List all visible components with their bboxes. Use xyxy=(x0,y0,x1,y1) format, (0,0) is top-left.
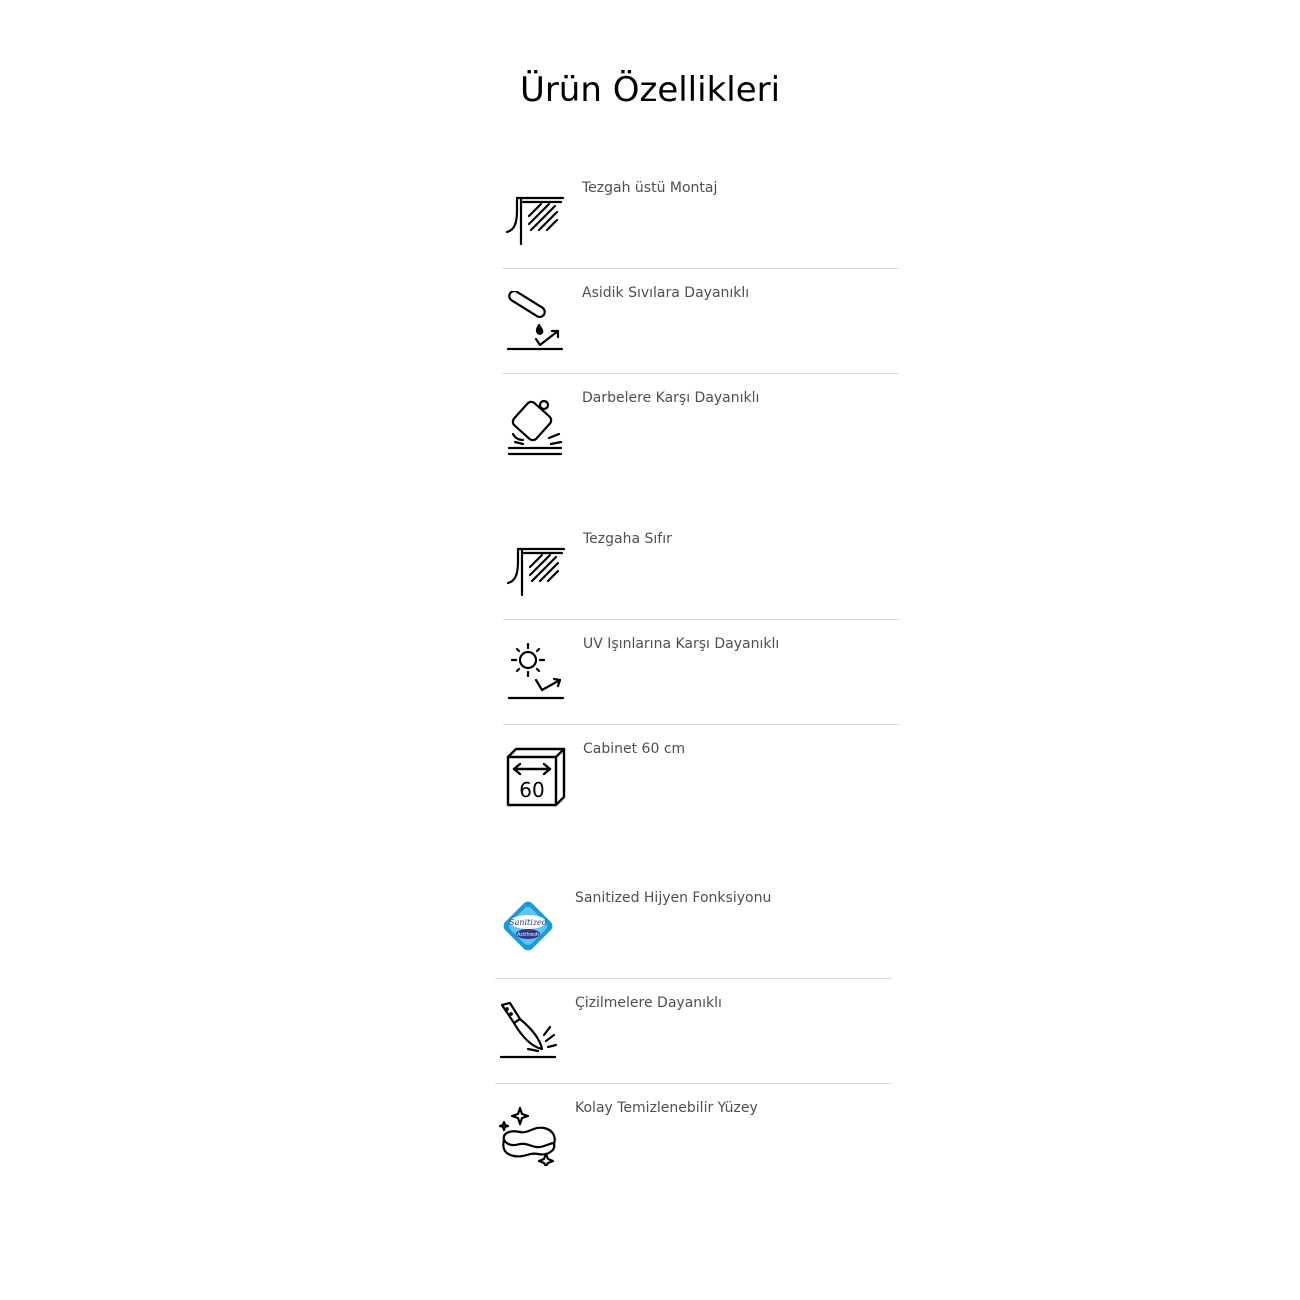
cabinet-60-icon xyxy=(506,747,566,807)
feature-group-1 xyxy=(502,164,899,478)
feature-label: Cabinet 60 cm xyxy=(583,741,686,757)
feature-label: Tezgah üstü Montaj xyxy=(582,180,718,196)
easy-clean-icon xyxy=(498,1106,558,1166)
feature-item xyxy=(502,374,899,478)
feature-item xyxy=(495,874,892,979)
feature-group-2 xyxy=(503,515,900,829)
acid-resistant-icon xyxy=(505,291,565,351)
feature-item xyxy=(502,269,899,374)
sanitized-badge-icon xyxy=(498,896,558,956)
flush-countertop-icon xyxy=(506,537,566,597)
feature-item xyxy=(503,725,900,829)
feature-label: Sanitized Hijyen Fonksiyonu xyxy=(575,890,772,906)
countertop-mount-icon xyxy=(505,186,565,246)
feature-item xyxy=(495,979,892,1084)
feature-group-3 xyxy=(495,874,892,1188)
feature-label: Çizilmelere Dayanıklı xyxy=(575,995,722,1011)
feature-label: Tezgaha Sıfır xyxy=(583,531,672,547)
feature-label: Kolay Temizlenebilir Yüzey xyxy=(575,1100,758,1116)
feature-item xyxy=(503,620,900,725)
feature-label: Darbelere Karşı Dayanıklı xyxy=(582,390,760,406)
cabinet-size-text: 60 xyxy=(519,778,545,802)
scratch-resistant-icon xyxy=(498,1001,558,1061)
badge-subtext: Actifresh xyxy=(517,932,539,938)
feature-label: UV Işınlarına Karşı Dayanıklı xyxy=(583,636,780,652)
badge-text: Sanitized xyxy=(509,918,547,927)
page-title: Ürün Özellikleri xyxy=(519,70,781,110)
uv-resistant-icon xyxy=(506,642,566,702)
impact-resistant-icon xyxy=(505,396,565,456)
feature-label: Asidik Sıvılara Dayanıklı xyxy=(582,285,750,301)
feature-item xyxy=(495,1084,892,1188)
feature-item xyxy=(503,515,900,620)
feature-item xyxy=(502,164,899,269)
